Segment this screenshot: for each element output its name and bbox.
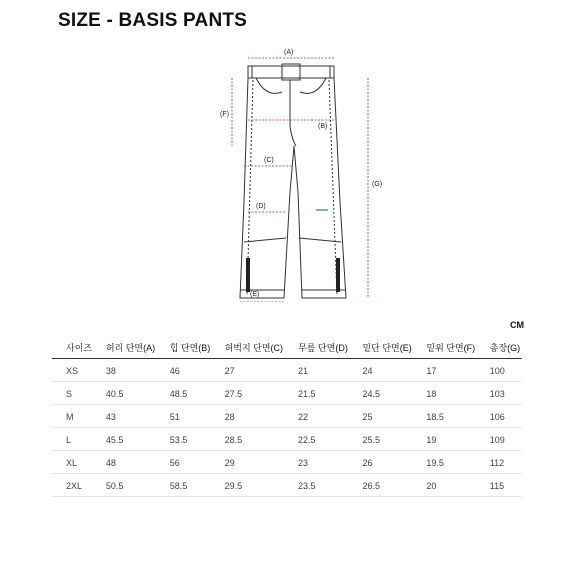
- measurement-lines: [232, 58, 368, 302]
- label-d: (D): [256, 203, 266, 210]
- header-total-length: 총장(G): [478, 336, 522, 359]
- table-cell: 18: [414, 382, 477, 405]
- table-cell: M: [52, 405, 94, 428]
- table-cell: 106: [478, 405, 522, 428]
- table-row: [52, 405, 522, 428]
- table-cell: 26: [350, 451, 414, 474]
- right-pocket-line: [300, 78, 326, 93]
- table-cell: 56: [158, 451, 213, 474]
- header-rise: 밑위 단면(F): [414, 336, 477, 359]
- table-cell: 100: [478, 359, 522, 382]
- pants-outline: [240, 64, 346, 298]
- header-knee: 무릎 단면(D): [286, 336, 350, 359]
- table-cell: 18.5: [414, 405, 477, 428]
- table-cell: 22: [286, 405, 350, 428]
- table-cell: 51: [158, 405, 213, 428]
- table-cell: 22.5: [286, 428, 350, 451]
- page-title: SIZE - BASIS PANTS: [58, 10, 248, 31]
- table-cell: 45.5: [94, 428, 158, 451]
- label-e: (E): [250, 291, 260, 298]
- label-g: (G): [372, 181, 383, 188]
- unit-label: CM: [510, 320, 524, 330]
- header-thigh: 허벅지 단면(C): [213, 336, 286, 359]
- right-hem-slit: [336, 258, 340, 292]
- label-a: (A): [284, 49, 294, 56]
- table-row: [52, 474, 522, 497]
- table-cell: 19.5: [414, 451, 477, 474]
- table-cell: 48: [94, 451, 158, 474]
- table-cell: 46: [158, 359, 213, 382]
- left-hem-slit: [246, 258, 250, 292]
- table-cell: 115: [478, 474, 522, 497]
- label-b: (B): [318, 123, 328, 130]
- table-row: [52, 382, 522, 405]
- table-cell: 24.5: [350, 382, 414, 405]
- header-size: 사이즈: [52, 336, 94, 359]
- table-cell: 26.5: [350, 474, 414, 497]
- table-cell: 23.5: [286, 474, 350, 497]
- table-cell: 27: [213, 359, 286, 382]
- table-cell: 112: [478, 451, 522, 474]
- table-cell: 28.5: [213, 428, 286, 451]
- table-cell: 20: [414, 474, 477, 497]
- waistband-shape: [248, 66, 334, 78]
- table-header-row: [52, 336, 522, 359]
- table-cell: 58.5: [158, 474, 213, 497]
- table-row: [52, 359, 522, 382]
- label-c: (C): [264, 157, 274, 164]
- header-hip: 힙 단면(B): [158, 336, 213, 359]
- pants-silhouette: [240, 78, 346, 298]
- table-cell: 40.5: [94, 382, 158, 405]
- table-cell: 25.5: [350, 428, 414, 451]
- table-cell: L: [52, 428, 94, 451]
- size-table: [52, 336, 522, 497]
- table-cell: XS: [52, 359, 94, 382]
- table-cell: 109: [478, 428, 522, 451]
- table-cell: 50.5: [94, 474, 158, 497]
- header-hem: 밑단 단면(E): [350, 336, 414, 359]
- table-cell: 103: [478, 382, 522, 405]
- table-row: [52, 428, 522, 451]
- table-cell: 17: [414, 359, 477, 382]
- table-cell: 27.5: [213, 382, 286, 405]
- header-waist: 허리 단면(A): [94, 336, 158, 359]
- fly-line: [290, 80, 296, 146]
- table-cell: 43: [94, 405, 158, 428]
- pants-diagram: [200, 42, 400, 302]
- table-cell: 25: [350, 405, 414, 428]
- table-cell: 53.5: [158, 428, 213, 451]
- left-pocket-line: [256, 78, 282, 93]
- table-row: [52, 451, 522, 474]
- table-cell: 28: [213, 405, 286, 428]
- table-cell: 2XL: [52, 474, 94, 497]
- table-cell: 38: [94, 359, 158, 382]
- table-cell: S: [52, 382, 94, 405]
- table-cell: 24: [350, 359, 414, 382]
- table-cell: XL: [52, 451, 94, 474]
- table-cell: 29.5: [213, 474, 286, 497]
- table-cell: 21: [286, 359, 350, 382]
- label-f: (F): [220, 111, 229, 118]
- table-cell: 21.5: [286, 382, 350, 405]
- table-cell: 48.5: [158, 382, 213, 405]
- table-cell: 29: [213, 451, 286, 474]
- table-cell: 19: [414, 428, 477, 451]
- table-cell: 23: [286, 451, 350, 474]
